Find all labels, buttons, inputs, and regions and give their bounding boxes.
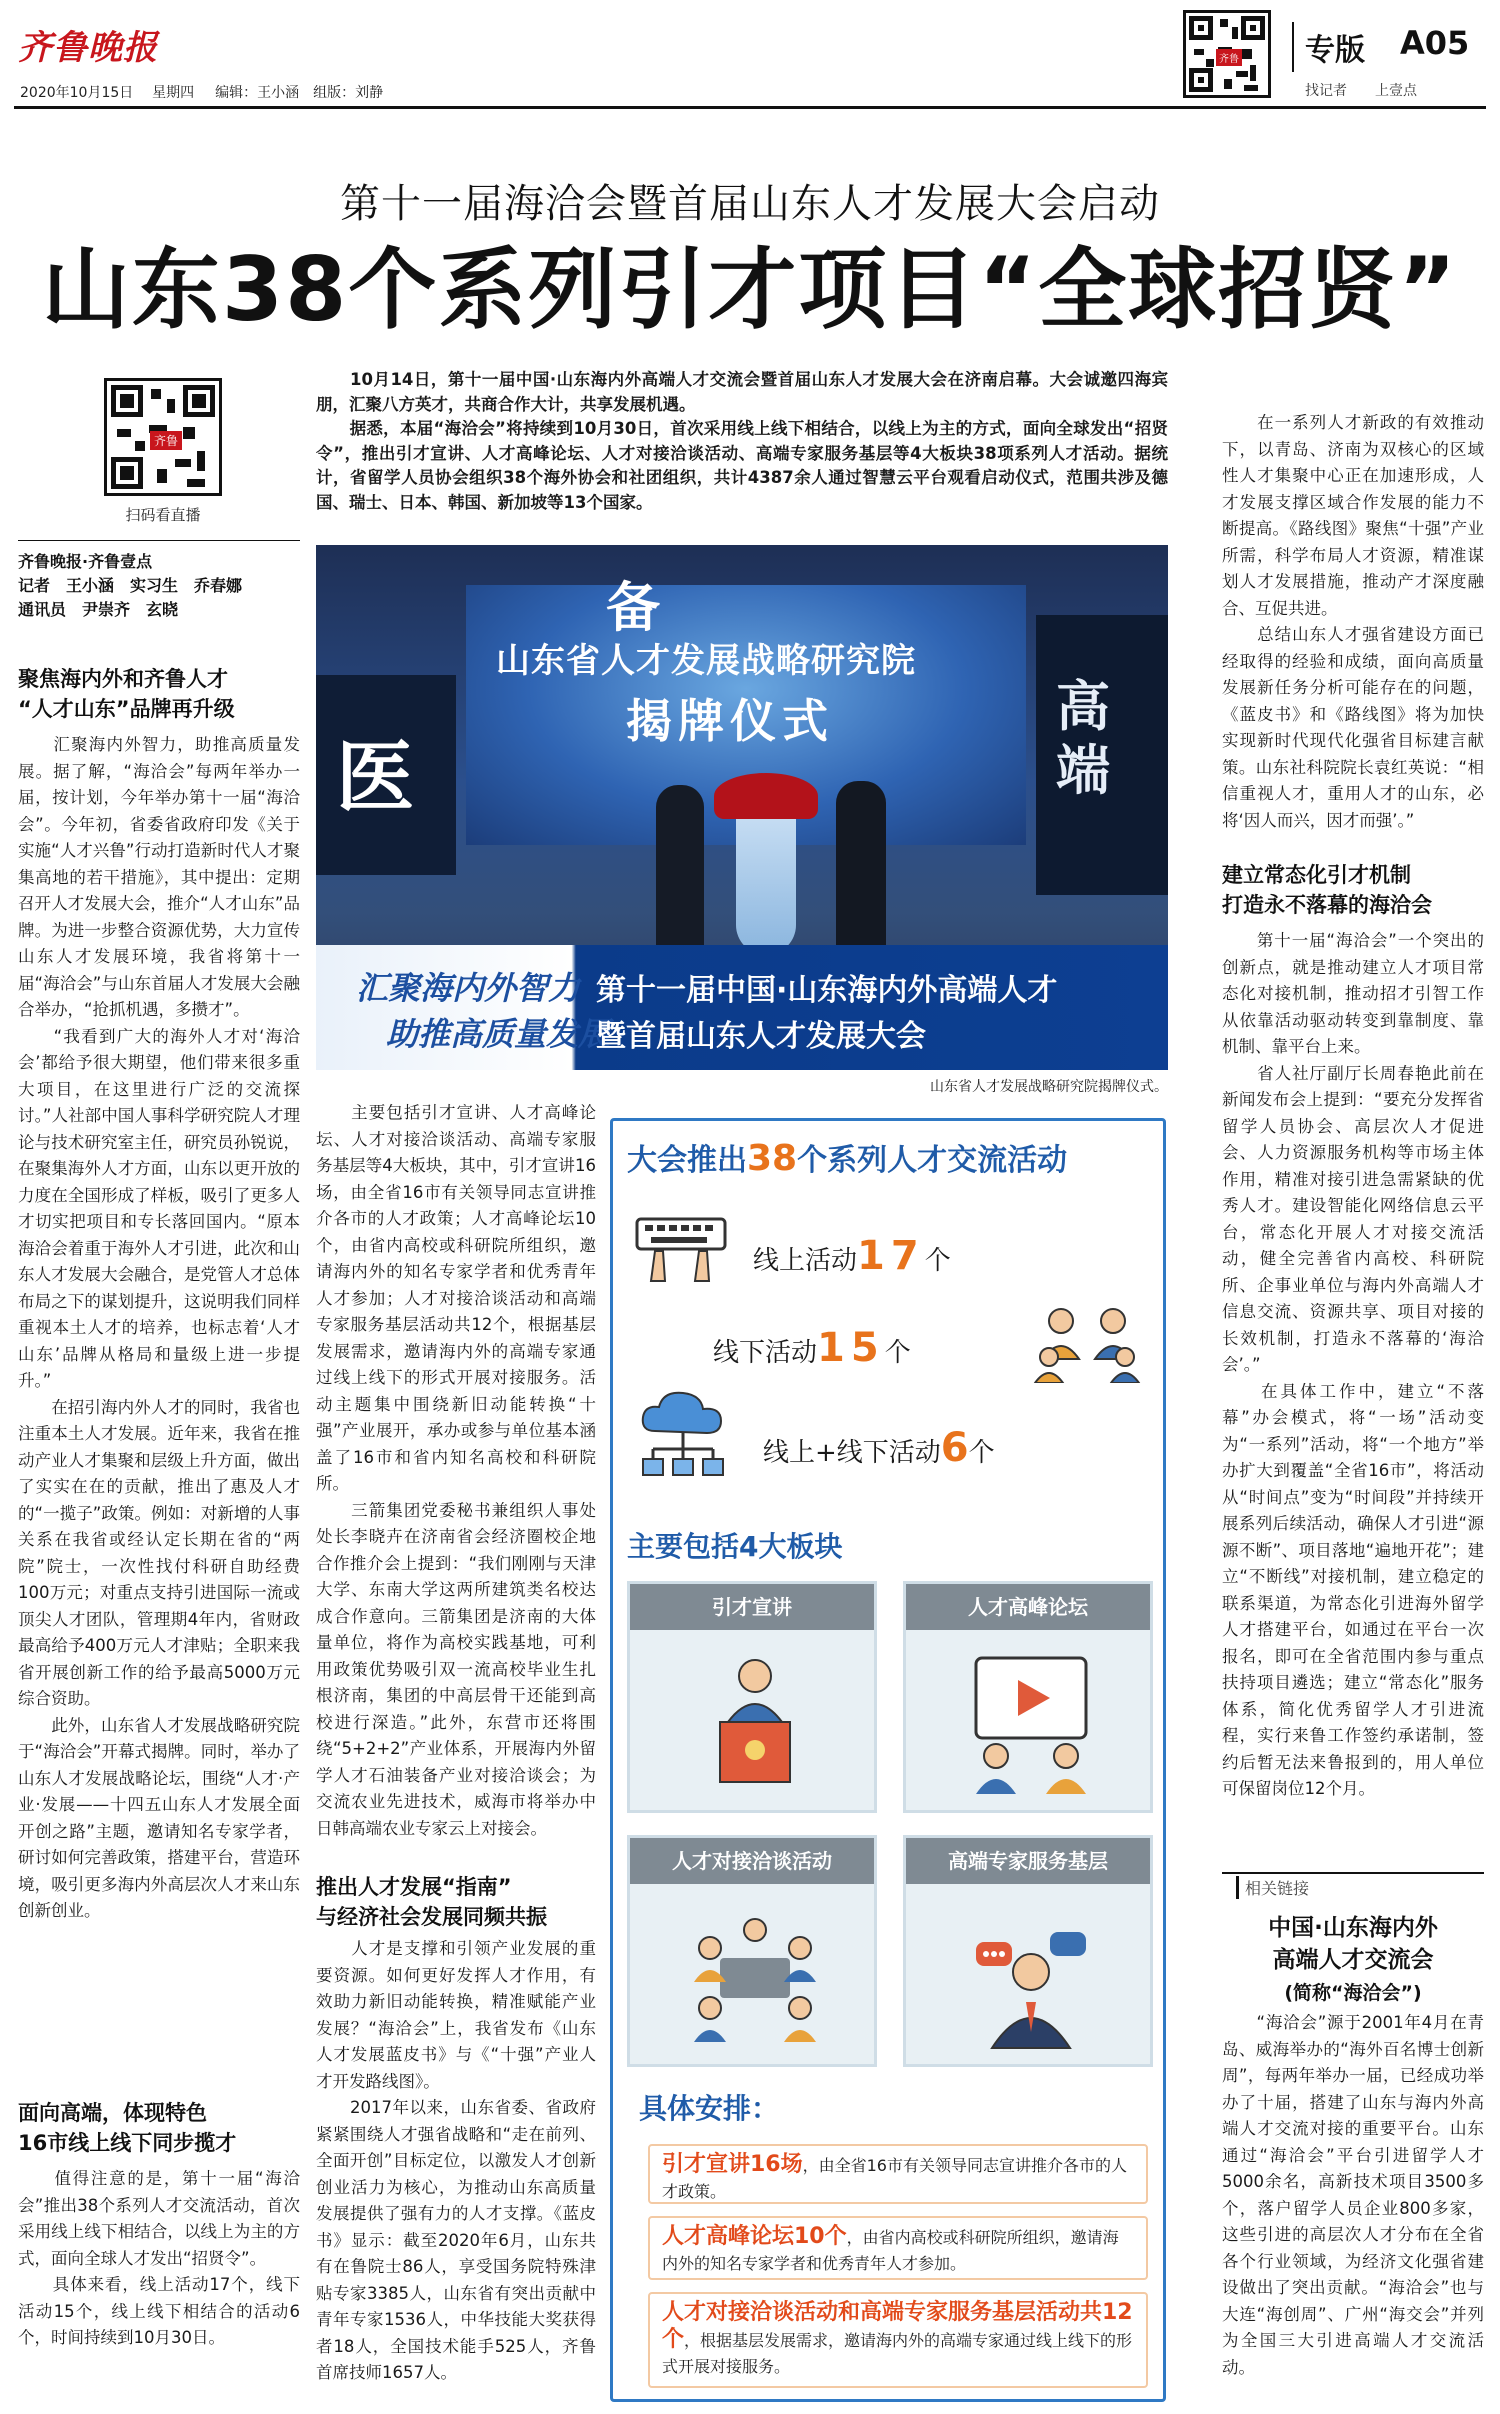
masthead <box>0 0 1500 110</box>
left-subhead-1: 聚焦海内外和齐鲁人才 “人才山东”品牌再升级 <box>18 667 235 721</box>
byline: 齐鲁晚报·齐鲁壹点 记者 王小涵 实习生 乔春娜 通讯员 尹崇齐 玄晓 <box>18 552 243 619</box>
cloud-network-icon <box>631 1387 735 1479</box>
card-title: 人才高峰论坛 <box>906 1584 1150 1630</box>
masthead-rule <box>14 106 1486 109</box>
online-count: 17 <box>857 1233 925 1279</box>
mid-subhead: 推出人才发展“指南” 与经济社会发展同频共振 <box>316 1875 547 1929</box>
card-title: 高端专家服务基层 <box>906 1838 1150 1884</box>
mid-body-1: 主要包括引才宣讲、人才高峰论坛、人才对接洽谈活动、高端专家服务基层等4大板块，其中，引才宣讲16场，由全省16市有关领导同志宣讲推介各市的人才政策；人才高峰论坛10个，由省内高校或科研院所组织，邀请海内外的知名专家学者和优秀青年人才参加；人才对接洽谈活动和高端专家服务基层活动共12个，根据基层发展需求，邀请海内外的高端专家通过线上线下的形式开展对接服务。活动主题集中围绕新旧动能转换“十强”产业展开，承办或参与单位基本涵盖了16市和省内知名高校和科研院所。 三箭集团党委秘书兼组织人事处处长李晓卉在济南省会经济圈校企地合作推介会上提到：“我们刚刚与天津大学、东南大学这两所建筑类名校达成合作意向。三箭集团是济南的大体量单位，将作为高校实践基地，可利用政策优势吸引双一流高校毕业生扎根济南，集团的中高层骨干还能到高校进行深造。”此外，东营市还将围绕“5+2+2”产业体系，开展海内外留学人才石油装备产业对接洽谈会；为交流农业先进技术，威海市将举办中日韩高端农业专家云上对接会。 <box>316 1103 596 1838</box>
live-qr-code <box>104 378 222 496</box>
plan-highlight: 引才宣讲16场 <box>662 2152 803 2177</box>
online-unit: 个 <box>924 1246 951 1276</box>
sections-title: 主要包括4大板块 <box>627 1530 843 1563</box>
online-label: 线上活动 <box>753 1246 858 1276</box>
weekday-text: 星期四 <box>152 85 195 101</box>
side-right-char: 高端 <box>1056 675 1110 802</box>
plan-highlight: 人才对接洽谈活动和高端专家服务基层活动共12个 <box>662 2300 1133 2352</box>
masthead-logo: 齐鲁晚报 <box>18 28 158 68</box>
card-expert-service <box>903 1835 1153 2067</box>
left-body-1: 汇聚海内外智力，助推高质量发展。据了解，“海洽会”每两年举办一届，按计划，今年举办第十一届“海洽会”。今年初，省委省政府印发《关于实施“人才兴鲁”行动打造新时代人才聚集高地的若干措施》，其中提出：定期召开人才发展大会，推介“人才山东”品牌。为进一步整合资源优势，大力宣传山东人才发展环境，我省将第十一届“海洽会”与山东首届人才发展大会融合举办，“抢抓机遇，多攒才”。 “我看到广大的海外人才对‘海洽会’都给予很大期望，他们带来很多重大项目，在这里进行广泛的交流探讨。”人社部中国人事科学研究院人才理论与技术研究室主任，研究员孙锐说，在聚集海外人才方面，山东以更开放的力度在全国形成了样板，吸引了更多人才切实把项目和专长落回国内。“原本海洽会着重于海外人才引进，此次和山东人才发展大会融合，是党管人才总体布局之下的谋划提升，这说明我们同样重视本土人才的培养，也标志着‘人才山东’品牌从格局和量级上进一步提升。” 在招引海内外人才的同时，我省也注重本土人才发展。近年来，我省在推动产业人才集聚和层级上升方面，做出了实实在在的贡献，推出了惠及人才的“一揽子”政策。例如：对新增的人事关系在我省或经认定长期在省的“两院”院士，一次性找付科研自助经费100万元；对重点支持引进国际一流或顶尖人才团队，管理期4年内，省财政最高给予400万元人才津贴；全职来我省开展创新工作的给予最高5000万元综合资助。 此外，山东省人才发展战略研究院于“海洽会”开幕式揭牌。同时，举办了山东人才发展战略论坛，围绕“人才·产业·发展——十四五山东人才发展全面开创之路”主题，邀请知名专家学者，研讨如何完善政策，搭建平台，营造环境，吸引更多海内外高层次人才来山东创新创业。 <box>18 735 300 1920</box>
mid-body-2: 人才是支撑和引领产业发展的重要资源。如何更好发挥人才作用，有效助力新旧动能转换，精准赋能产业发展？“海洽会”上，我省发布《山东人才发展蓝皮书》与《“十强”产业人才开发路线图》。 2017年以来，山东省委、省政府紧紧围绕人才强省战略和“走在前列、全面开创”目标定位，以激发人才创新创业活力为核心，为推动山东高质量发展提供了强有力的人才支撑。《蓝皮书》显示：截至2020年6月，山东共有在鲁院士86人，享受国务院特殊津贴专家3385人，山东省有突出贡献中青年专家1536人，中华技能大奖获得者18人，全国技术能手525人，齐鲁首席技师1657人。 <box>316 1939 596 2382</box>
left-rule <box>18 540 300 541</box>
related-label: 相关链接 <box>1236 1876 1309 1899</box>
offline-unit: 个 <box>884 1338 911 1368</box>
mixed-activities <box>763 1425 995 1471</box>
right-body-2: 第十一届“海洽会”一个突出的创新点，就是推动建立人才项目常态化对接机制，推动招才引智工作从依靠活动驱动转变到靠制度、靠机制、靠平台上来。 省人社厅副厅长周春艳此前在新闻发布会上提到：“要充分发挥省留学人员协会、高层次人才促进会、人力资源服务机构等市场主体作用，精准对接引进急需紧缺的优秀人才。建设智能化网络信息云平台，常态化开展人才对接交流活动，健全完善省内高校、科研院所、企事业单位与海内外高端人才信息交流、资源共享、项目对接的长效机制，打造永不落幕的‘海洽会’。” 在具体工作中，建立“不落幕”办会模式，将“一场”活动变为“一系列”活动，将“一个地方”举办扩大到覆盖“全省16市”，将活动从“时间点”变为“时间段”并持续开展系列后续活动，确保人才引进“源源不断”、项目落地“遍地开花”；建立“不断线”对接机制，建立稳定的联系渠道，为常态化引进海外留学人才搭建平台，如通过在平台一次报名，即可在全省范围内参与重点扶持项目遴选；建立“常态化”服务体系，简化优秀留学人才引进流程，实行来鲁工作签约承诺制，签约后暂无法来鲁报到的，用人单位可保留岗位12个月。 <box>1222 931 1484 1798</box>
plan-text: ，由省内高校或科研院所组织，邀请海内外的知名专家学者和优秀青年人才参加。 <box>662 2228 1119 2273</box>
card-recruit-talk <box>627 1581 877 1813</box>
online-activities <box>753 1233 951 1279</box>
banner-right-2: 暨首届山东人才发展大会 <box>596 1019 926 1054</box>
infographic-panel <box>610 1118 1166 2402</box>
info-title-a: 大会推出 <box>627 1143 747 1178</box>
issue-date <box>20 82 383 102</box>
lead-paragraph: 10月14日，第十一届中国·山东海内外高端人才交流会暨首届山东人才发展大会在济南启幕。大会诚邀四海宾朋，汇聚八方英才，共商合作大计，共享发展机遇。 据悉，本届“海洽会”将持续到10月30日，首次采用线上线下相结合，以线上为主的方式，面向全球发出“招贤令”，推出引才宣讲、人才高峰论坛、人才对接洽谈活动、高端专家服务基层等4大板块38项系列人才活动。据统计，省留学人员协会组织38个海外协会和社团组织，共计4387余人通过智慧云平台观看启动仪式，范围共涉及德国、瑞士、日本、韩国、新加坡等13个国家。 <box>316 370 1168 512</box>
related-rule <box>1222 1872 1484 1874</box>
related-body: “海洽会”源于2001年4月在青岛、威海举办的“海外百名博士创新周”，每两年举办一届，已经成功举办了十届，搭建了山东与海内外高端人才交流对接的重要平台。山东通过“海洽会”平台引进留学人才5000余名，高新技术项目3500多个，落户留学人员企业800多家，这些引进的高层次人才分布在全省各个行业领域，为经济文化强省建设做出了突出贡献。“海洽会”也与大连“海创周”、广州“海交会”并列为全国三大引进高端人才交流活动。 <box>1222 2013 1484 2377</box>
offline-label: 线下活动 <box>713 1338 818 1368</box>
people-meeting-icon <box>1031 1299 1143 1383</box>
headline-kicker: 第十一届海洽会暨首届山东人才发展大会启动 <box>340 181 1160 227</box>
related-subheading: (简称“海洽会”) <box>1284 1982 1422 2004</box>
video-conference-icon <box>956 1648 1106 1798</box>
card-title: 人才对接洽谈活动 <box>630 1838 874 1884</box>
plan-item-3 <box>648 2292 1148 2388</box>
screen-big-char: 备 <box>606 576 660 639</box>
related-heading: 中国·山东海内外 高端人才交流会 <box>1268 1915 1438 1973</box>
card-summit-forum <box>903 1581 1153 1813</box>
date-text: 2020年10月15日 <box>20 85 134 101</box>
masthead-qr-code <box>1183 10 1271 98</box>
side-left-char: 医 <box>336 733 415 823</box>
mixed-unit: 个 <box>968 1438 995 1468</box>
offline-count: 15 <box>817 1325 885 1371</box>
section-name: 专版 <box>1305 33 1365 68</box>
plan-text: ，由全省16市有关领导同志宣讲推介各市的人才政策。 <box>662 2156 1127 2201</box>
left-subhead-2: 面向高端，体现特色 16市线上线下同步揽才 <box>18 2101 237 2155</box>
plan-text: ，根据基层发展需求，邀请海内外的高端专家通过线上线下的形式开展对接服务。 <box>662 2331 1133 2376</box>
qr-center-label: 齐鲁 <box>1216 49 1242 66</box>
editor-line: 编辑：王小涵 组版：刘静 <box>215 85 384 101</box>
mixed-label: 线上+线下活动 <box>763 1438 941 1468</box>
banner-right-1: 第十一届中国·山东海内外高端人才 <box>596 973 1058 1008</box>
page-number: A05 <box>1400 24 1470 62</box>
right-body-1: 在一系列人才新政的有效推动下，以青岛、济南为双核心的区域性人才集聚中心正在加速形成，人才发展支撑区域合作发展的能力不断提高。《路线图》聚焦“十强”产业所需，科学布局人才资源，精准谋划人才发展措施，推动产才深度融合、互促共进。 总结山东人才强省建设方面已经取得的经验和成绩，面向高质量发展新任务分析可能存在的问题，《蓝皮书》和《路线图》将为加快实现新时代现代化强省目标建言献策。山东社科院院长袁红英说：“相信重视人才，重用人才的山东，必将‘因人而兴，因才而强’。” <box>1222 413 1484 830</box>
card-talent-matching <box>627 1835 877 2067</box>
offline-activities <box>713 1325 911 1371</box>
red-cloth <box>714 773 818 819</box>
photo-caption: 山东省人才发展战略研究院揭牌仪式。 <box>930 1079 1168 1095</box>
mixed-count: 6 <box>940 1425 969 1471</box>
info-title-b: 个系列人才交流活动 <box>797 1143 1068 1178</box>
info-title <box>627 1135 1067 1179</box>
qr-caption: 扫码看直播 <box>125 506 201 524</box>
screen-title: 山东省人才发展战略研究院 <box>496 641 916 681</box>
masthead-divider <box>1292 22 1294 72</box>
plan-title: 具体安排： <box>639 2092 780 2125</box>
plan-highlight: 人才高峰论坛10个 <box>662 2224 847 2249</box>
masthead-slogan: 找记者 上壹点 <box>1305 83 1417 99</box>
card-title: 引才宣讲 <box>630 1584 874 1630</box>
info-title-num: 38 <box>747 1138 798 1179</box>
right-subhead: 建立常态化引才机制 打造永不落幕的海洽会 <box>1222 863 1432 917</box>
keyboard-hands-icon <box>633 1211 729 1287</box>
screen-main: 揭牌仪式 <box>626 694 834 748</box>
headline-title: 山东38个系列引才项目“全球招贤” <box>41 238 1459 341</box>
left-body-2: 值得注意的是，第十一届“海洽会”推出38个系列人才交流活动，首次采用线上线下相结合，以线上为主的方式，面向全球人才发出“招贤令”。 具体来看，线上活动17个，线下活动15个，线上线下相结合的活动6个，时间持续到10月30日。 <box>18 2169 300 2347</box>
speaker-podium-icon <box>690 1646 820 1796</box>
plan-item-2 <box>648 2216 1148 2280</box>
banner-left-1: 汇聚海内外智力 <box>356 969 581 1007</box>
round-table-icon <box>680 1908 830 2048</box>
qr-center-label: 齐鲁 <box>150 431 182 450</box>
ceremony-photo <box>316 545 1168 1070</box>
podium <box>736 795 796 955</box>
expert-presenter-icon <box>956 1902 1106 2052</box>
banner-left-2: 助推高质量发展 <box>386 1015 611 1053</box>
plan-item-1 <box>648 2144 1148 2204</box>
